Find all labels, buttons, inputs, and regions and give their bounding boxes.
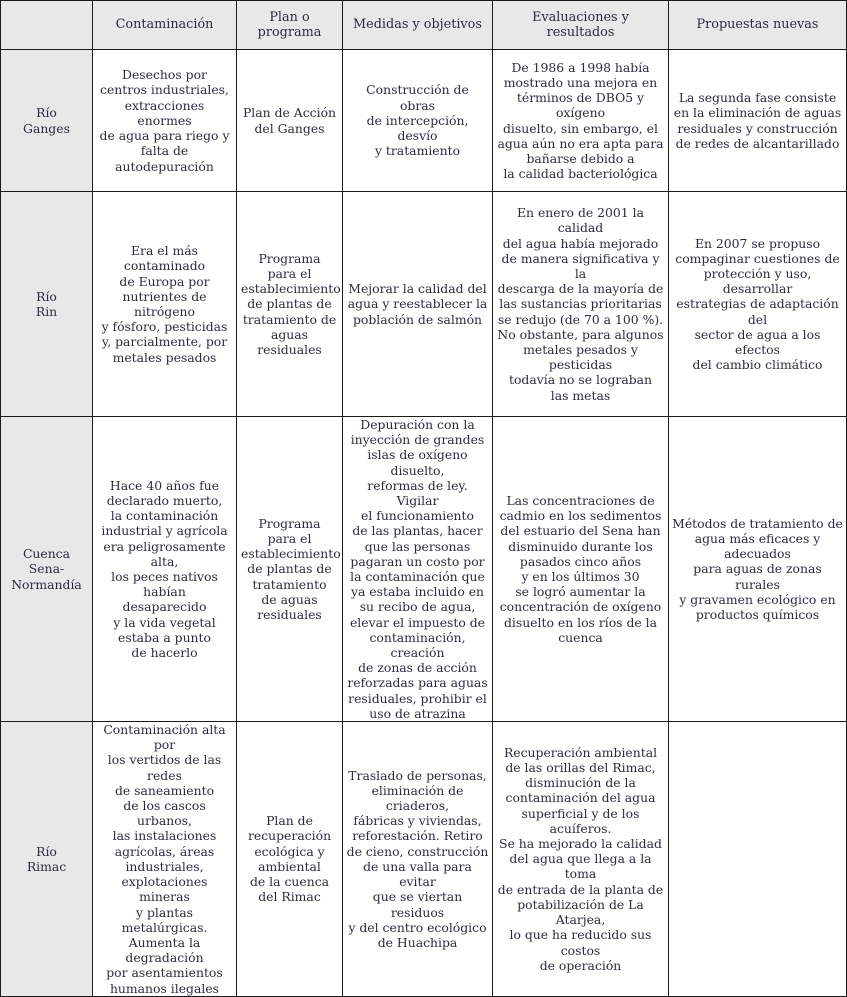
cell-evaluaciones: En enero de 2001 la calidad del agua había mejorado de manera significativa y la descarga de la mayoría de las sustancias prioritarias se redujo (de 70 a 100 %). No obstante, para algunos metales pesados y pesticidas todavía no se lograban las metas xyxy=(493,192,669,417)
cell-contaminacion: Era el más contaminado de Europa por nutrientes de nitrógeno y fósforo, pesticidas y, parcialmente, por metales pesados xyxy=(93,192,237,417)
cell-medidas: Traslado de personas, eliminación de criaderos, fábricas y viviendas, reforestación. Retiro de cieno, construcción de una valla para evitar que se viertan residuos y del centro ecológico de Huachipa xyxy=(343,722,493,997)
row-name: Cuenca Sena- Normandía xyxy=(1,417,93,722)
header-plan: Plan o programa xyxy=(237,1,343,50)
header-contaminacion: Contaminación xyxy=(93,1,237,50)
cell-medidas: Mejorar la calidad del agua y reestablecer la población de salmón xyxy=(343,192,493,417)
cell-propuestas: La segunda fase consiste en la eliminación de aguas residuales y construcción de redes de alcantarillado xyxy=(669,50,847,192)
table-row xyxy=(1,50,847,192)
cell-medidas: Construcción de obras de intercepción, desvío y tratamiento xyxy=(343,50,493,192)
cell-evaluaciones: Recuperación ambiental de las orillas del Rimac, disminución de la contaminación del agua superficial y de los acuíferos. Se ha mejorado la calidad del agua que llega a la toma de entrada de la planta de potabilización de La Atarjea, lo que ha reducido sus costos de operación xyxy=(493,722,669,997)
row-name: Río Ganges xyxy=(1,50,93,192)
cell-plan: Plan de Acción del Ganges xyxy=(237,50,343,192)
header-empty xyxy=(1,1,93,50)
header-propuestas: Propuestas nuevas xyxy=(669,1,847,50)
table-row xyxy=(1,417,847,722)
cell-plan: Plan de recuperación ecológica y ambiental de la cuenca del Rimac xyxy=(237,722,343,997)
row-name: Río Rimac xyxy=(1,722,93,997)
cell-propuestas xyxy=(669,722,847,997)
cell-contaminacion: Desechos por centros industriales, extracciones enormes de agua para riego y falta de autodepuración xyxy=(93,50,237,192)
cell-medidas: Depuración con la inyección de grandes islas de oxígeno disuelto, reformas de ley. Vigilar el funcionamiento de las plantas, hacer que las personas pagaran un costo por la contaminación que ya estaba incluido en su recibo de agua, elevar el impuesto de contaminación, creación de zonas de acción reforzadas para aguas residuales, prohibir el uso de atrazina xyxy=(343,417,493,722)
cell-plan: Programa para el establecimiento de plantas de tratamiento de aguas residuales xyxy=(237,192,343,417)
cell-contaminacion: Contaminación alta por los vertidos de las redes de saneamiento de los cascos urbanos, las instalaciones agrícolas, áreas industriales, explotaciones mineras y plantas metalúrgicas. Aumenta la degradación por asentamientos humanos ilegales xyxy=(93,722,237,997)
row-name: Río Rin xyxy=(1,192,93,417)
cell-contaminacion: Hace 40 años fue declarado muerto, la contaminación industrial y agrícola era peligrosamente alta, los peces nativos habían desaparecido y la vida vegetal estaba a punto de hacerlo xyxy=(93,417,237,722)
cell-plan: Programa para el establecimiento de plantas de tratamiento de aguas residuales xyxy=(237,417,343,722)
header-medidas: Medidas y objetivos xyxy=(343,1,493,50)
cell-propuestas: En 2007 se propuso compaginar cuestiones de protección y uso, desarrollar estrategias de adaptación del sector de agua a los efectos del cambio climático xyxy=(669,192,847,417)
cell-evaluaciones: De 1986 a 1998 había mostrado una mejora en términos de DBO5 y oxígeno disuelto, sin embargo, el agua aún no era apta para bañarse debido a la calidad bacteriológica xyxy=(493,50,669,192)
cell-propuestas: Métodos de tratamiento de agua más eficaces y adecuados para aguas de zonas rurales y gravamen ecológico en productos químicos xyxy=(669,417,847,722)
table-row xyxy=(1,192,847,417)
header-evaluaciones: Evaluaciones y resultados xyxy=(493,1,669,50)
table-row xyxy=(1,722,847,997)
header-row xyxy=(1,1,847,50)
cell-evaluaciones: Las concentraciones de cadmio en los sedimentos del estuario del Sena han disminuido durante los pasados cinco años y en los últimos 30 se logró aumentar la concentración de oxígeno disuelto en los ríos de la cuenca xyxy=(493,417,669,722)
